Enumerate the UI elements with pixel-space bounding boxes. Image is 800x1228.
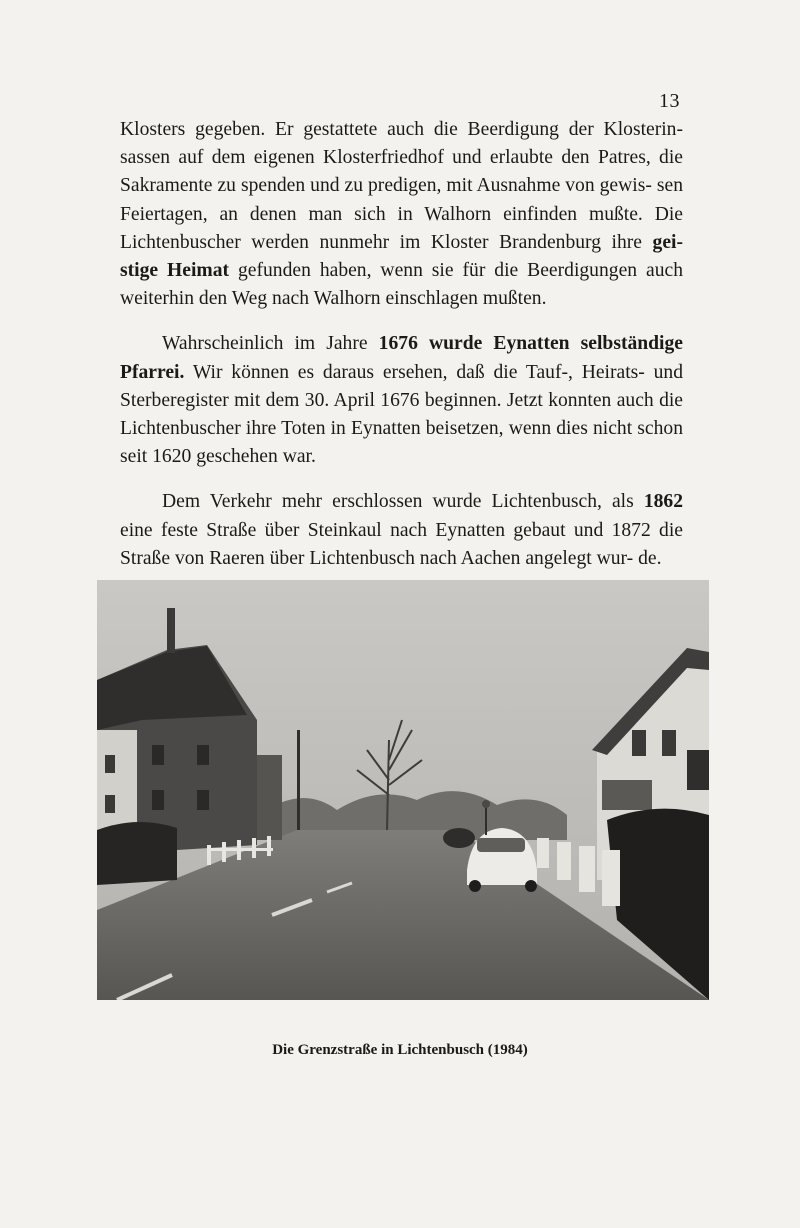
figure-caption: Die Grenzstraße in Lichtenbusch (1984) <box>272 1042 528 1058</box>
text-line: Klosters gegeben. Er gestattete auch die Beerdigung der Klosterin- <box>120 119 683 140</box>
text-line: sassen auf dem eigenen Klosterfriedhof und erlaubte den Patres, die <box>120 147 683 169</box>
paragraph-1 <box>120 116 683 313</box>
text-line: eine feste Straße über Steinkaul nach Eynatten gebaut und 1872 die <box>120 519 683 541</box>
text-line: Straße von Raeren über Lichtenbusch nach Aachen angelegt wur- <box>120 547 634 569</box>
text-line: de. <box>638 547 662 569</box>
paragraph-2 <box>120 330 683 471</box>
bold-term: Pfarrei. <box>120 361 185 383</box>
text-line: Dem Verkehr mehr erschlossen wurde Lichtenbusch, als <box>162 491 634 513</box>
text-line: Wahrscheinlich im Jahre <box>162 333 368 355</box>
bold-term: stige Heimat <box>120 260 230 282</box>
body-text <box>120 116 683 573</box>
paragraph-3 <box>120 488 683 573</box>
text-line: Sterberegister mit dem 30. April 1676 beginnen. Jetzt konnten auch <box>120 389 654 411</box>
text-line: weiterhin den Weg nach Walhorn einschlagen mußten. <box>120 288 547 310</box>
page-number: 13 <box>659 90 680 112</box>
text-line: gefunden haben, wenn sie für die Beerdigungen auch <box>237 260 683 282</box>
text-line: Wir können es daraus ersehen, daß die Tauf-, Heirats- und <box>192 361 684 383</box>
text-line: Lichtenbuscher werden nunmehr im Kloster Brandenburg ihre <box>120 231 642 253</box>
text-line: Sakramente zu spenden und zu predigen, mit Ausnahme von gewis- <box>120 175 652 197</box>
bold-term: 1862 <box>643 491 683 513</box>
text-line: nicht schon seit 1620 geschehen war. <box>120 418 683 468</box>
street-photograph <box>97 580 709 1000</box>
bold-term: gei- <box>652 231 683 253</box>
text-line: die Lichtenbuscher ihre Toten in Eynatten beisetzen, wenn dies <box>120 389 683 440</box>
bold-term: 1676 wurde Eynatten selbständige <box>378 333 683 355</box>
text-line: sen Feiertagen, an denen man sich in Walhorn einfinden mußte. Die <box>120 175 683 225</box>
